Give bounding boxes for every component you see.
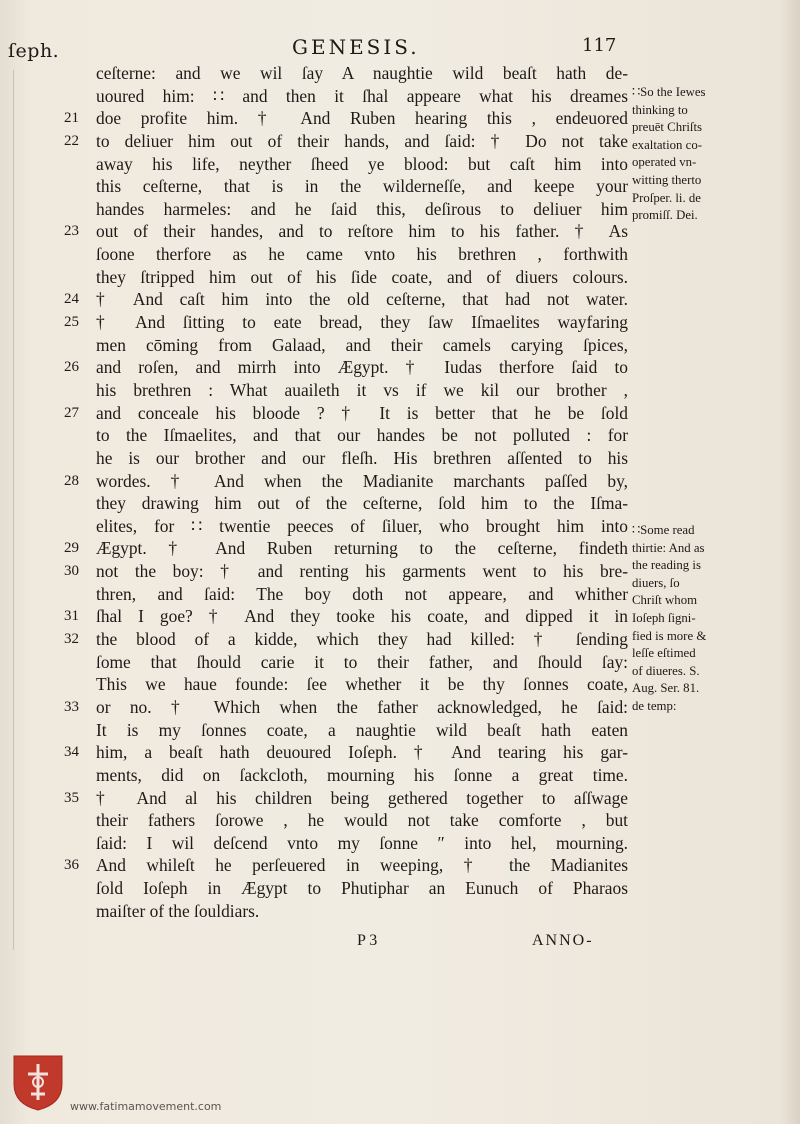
- verse-number: 26: [64, 359, 79, 376]
- text-line: [96, 719, 628, 742]
- margin-note-line: exaltation co-: [632, 137, 702, 152]
- line-text: the blood of a kidde, which they had killed: † ſending: [96, 629, 628, 650]
- text-line: [64, 560, 628, 583]
- line-text: thren, and ſaid: The boy doth not appeare, and whither: [96, 583, 628, 604]
- text-line: [64, 220, 628, 243]
- verse-number: 31: [64, 608, 79, 625]
- line-text: his brethren : What auaileth it vs if we kil our brother ,: [96, 379, 628, 400]
- verse-number: 36: [64, 857, 79, 874]
- margin-notes-upper: [632, 84, 772, 225]
- line-text: to the Iſmaelites, and that our handes be not polluted : for: [96, 425, 628, 446]
- verse-number: 21: [64, 110, 79, 127]
- text-line: [96, 447, 628, 470]
- text-line: [96, 379, 628, 402]
- text-line: [64, 605, 628, 628]
- line-text: † And ſitting to eate bread, they ſaw Iſmaelites wayfaring: [96, 312, 628, 333]
- verse-number: 33: [64, 698, 79, 715]
- line-text: And whileſt he perſeuered in weeping, † the Madianites: [96, 855, 628, 876]
- gutter-line: [13, 70, 14, 950]
- line-text: uoured him: ∷ and then it ſhal appeare what his dreames: [96, 85, 628, 106]
- line-text: this ceſterne, that is in the wilderneſſe, and keepe your: [96, 176, 628, 197]
- margin-note-line: leſſe eſtimed: [632, 646, 696, 661]
- line-text: away his life, neyther ſheed ye blood: but caſt him into: [96, 153, 628, 174]
- margin-notes-lower: [632, 522, 772, 716]
- line-text: † And al his children being gethered together to aſſwage: [96, 787, 628, 808]
- text-line: [96, 62, 628, 85]
- text-line: [96, 198, 628, 221]
- line-text: ſold Ioſeph in Ægypt to Phutiphar an Eunuch of Pharaos: [96, 878, 628, 899]
- margin-note-line: Aug. Ser. 81.: [632, 681, 700, 696]
- text-line: [96, 175, 628, 198]
- line-text: ſhal I goe? † And they tooke his coate, and dipped it in: [96, 606, 628, 627]
- line-text: ſaid: I wil deſcend vnto my ſonne ″ into hel, mourning.: [96, 832, 628, 853]
- margin-note-line: operated vn-: [632, 155, 697, 170]
- text-line: [96, 266, 628, 289]
- verse-number: 34: [64, 744, 79, 761]
- text-line: [64, 854, 628, 877]
- page-number: 117: [582, 35, 617, 56]
- line-text: to deliuer him out of their hands, and ſaid: † Do not take: [96, 130, 628, 151]
- line-text: out of their handes, and to reſtore him to his father. † As: [96, 221, 628, 242]
- text-line: [64, 537, 628, 560]
- text-line: [64, 311, 628, 334]
- margin-note-line: de temp:: [632, 698, 677, 713]
- line-text: him, a beaſt hath deuoured Ioſeph. † And tearing his gar-: [96, 742, 628, 763]
- text-line: [64, 787, 628, 810]
- line-text: they drawing him out of the ceſterne, ſold him to the Iſma-: [96, 493, 628, 514]
- text-line: [96, 492, 628, 515]
- margin-note-line: thirtie: And as: [632, 540, 705, 555]
- margin-note-line: ∷So the Iewes: [632, 85, 706, 99]
- catchword: ANNO-: [532, 932, 594, 949]
- text-line: [64, 107, 628, 130]
- text-line: [96, 651, 628, 674]
- verse-number: 25: [64, 314, 79, 331]
- margin-note-line: witting therto: [632, 172, 702, 187]
- line-text: wordes. † And when the Madianite marchants paſſed by,: [96, 470, 628, 491]
- verse-number: 22: [64, 132, 79, 149]
- line-text: men cōming from Galaad, and their camels carying ſpices,: [96, 334, 628, 355]
- body-text: [64, 62, 628, 922]
- margin-note-line: Proſper. li. de: [632, 190, 701, 205]
- verse-number: 24: [64, 291, 79, 308]
- text-line: [64, 470, 628, 493]
- verse-number: 23: [64, 223, 79, 240]
- fatima-movement-logo-icon: [12, 1054, 64, 1112]
- margin-note-line: ∷Some read: [632, 523, 695, 537]
- line-text: or no. † Which when the father acknowledged, he ſaid:: [96, 696, 628, 717]
- verse-number: 35: [64, 789, 79, 806]
- text-line: [64, 130, 628, 153]
- signature-mark: P 3: [357, 932, 378, 949]
- margin-note-line: preuēt Chriſts: [632, 120, 703, 135]
- text-line: [96, 832, 628, 855]
- text-line: [96, 153, 628, 176]
- line-text: It is my ſonnes coate, a naughtie wild beaſt hath eaten: [96, 719, 628, 740]
- text-line: [96, 424, 628, 447]
- text-line: [64, 288, 628, 311]
- line-text: maiſter of the ſouldiars.: [96, 900, 260, 921]
- text-line: [96, 673, 628, 696]
- text-line: [64, 696, 628, 719]
- margin-note-line: Ioſeph ſigni-: [632, 610, 696, 625]
- margin-note-line: of diueres. S.: [632, 663, 700, 678]
- margin-note-line: diuers, ſo: [632, 575, 680, 590]
- text-line: [64, 628, 628, 651]
- line-text: doe profite him. † And Ruben hearing this , endeuored: [96, 108, 628, 129]
- margin-note-line: the reading is: [632, 558, 701, 573]
- text-line: [96, 877, 628, 900]
- running-head: ſeph.: [8, 40, 60, 62]
- line-text: and conceale his bloode ? † It is better that he be ſold: [96, 402, 628, 423]
- margin-note-line: Chriſt whom: [632, 593, 698, 608]
- line-text: † And caſt him into the old ceſterne, that had not water.: [96, 289, 628, 310]
- verse-number: 30: [64, 563, 79, 580]
- verse-number: 29: [64, 540, 79, 557]
- verse-number: 32: [64, 631, 79, 648]
- line-text: This we haue founde: ſee whether it be thy ſonnes coate,: [96, 674, 628, 695]
- text-line: [96, 334, 628, 357]
- text-line: [96, 243, 628, 266]
- line-text: handes harmeles: and he ſaid this, deſirous to deliuer him: [96, 198, 628, 219]
- line-text: their fathers ſorowe , he would not take comforte , but: [96, 810, 628, 831]
- text-line: [96, 583, 628, 606]
- margin-note-line: fied is more &: [632, 628, 707, 643]
- line-text: he is our brother and our fleſh. His brethren aſſented to his: [96, 447, 628, 468]
- text-line: [64, 402, 628, 425]
- text-line: [96, 515, 628, 538]
- text-line: [64, 356, 628, 379]
- text-line: [96, 900, 628, 923]
- watermark-url: www.fatimamovement.com: [70, 1100, 222, 1113]
- text-line: [96, 85, 628, 108]
- line-text: they ſtripped him out of his ſide coate, and of diuers colours.: [96, 266, 628, 287]
- verse-number: 27: [64, 404, 79, 421]
- line-text: ſoone therfore as he came vnto his brethren , forthwith: [96, 244, 628, 265]
- text-line: [64, 741, 628, 764]
- line-text: ments, did on ſackcloth, mourning his ſonne a great time.: [96, 764, 628, 785]
- line-text: ſome that ſhould carie it to their father, and ſhould ſay:: [96, 651, 628, 672]
- text-line: [96, 764, 628, 787]
- line-text: elites, for ∷ twentie peeces of ſiluer, who brought him into: [96, 515, 628, 536]
- line-text: ceſterne: and we wil ſay A naughtie wild beaſt hath de-: [96, 63, 628, 83]
- line-text: not the boy: † and renting his garments went to his bre-: [96, 561, 628, 582]
- line-text: and roſen, and mirrh into Ægypt. † Iudas therfore ſaid to: [96, 357, 628, 378]
- line-text: Ægypt. † And Ruben returning to the ceſterne, findeth: [96, 538, 628, 559]
- page-title: GENESIS.: [292, 35, 420, 59]
- margin-note-line: thinking to: [632, 102, 688, 117]
- text-line: [96, 809, 628, 832]
- verse-number: 28: [64, 472, 79, 489]
- margin-note-line: promiſſ. Dei.: [632, 208, 698, 223]
